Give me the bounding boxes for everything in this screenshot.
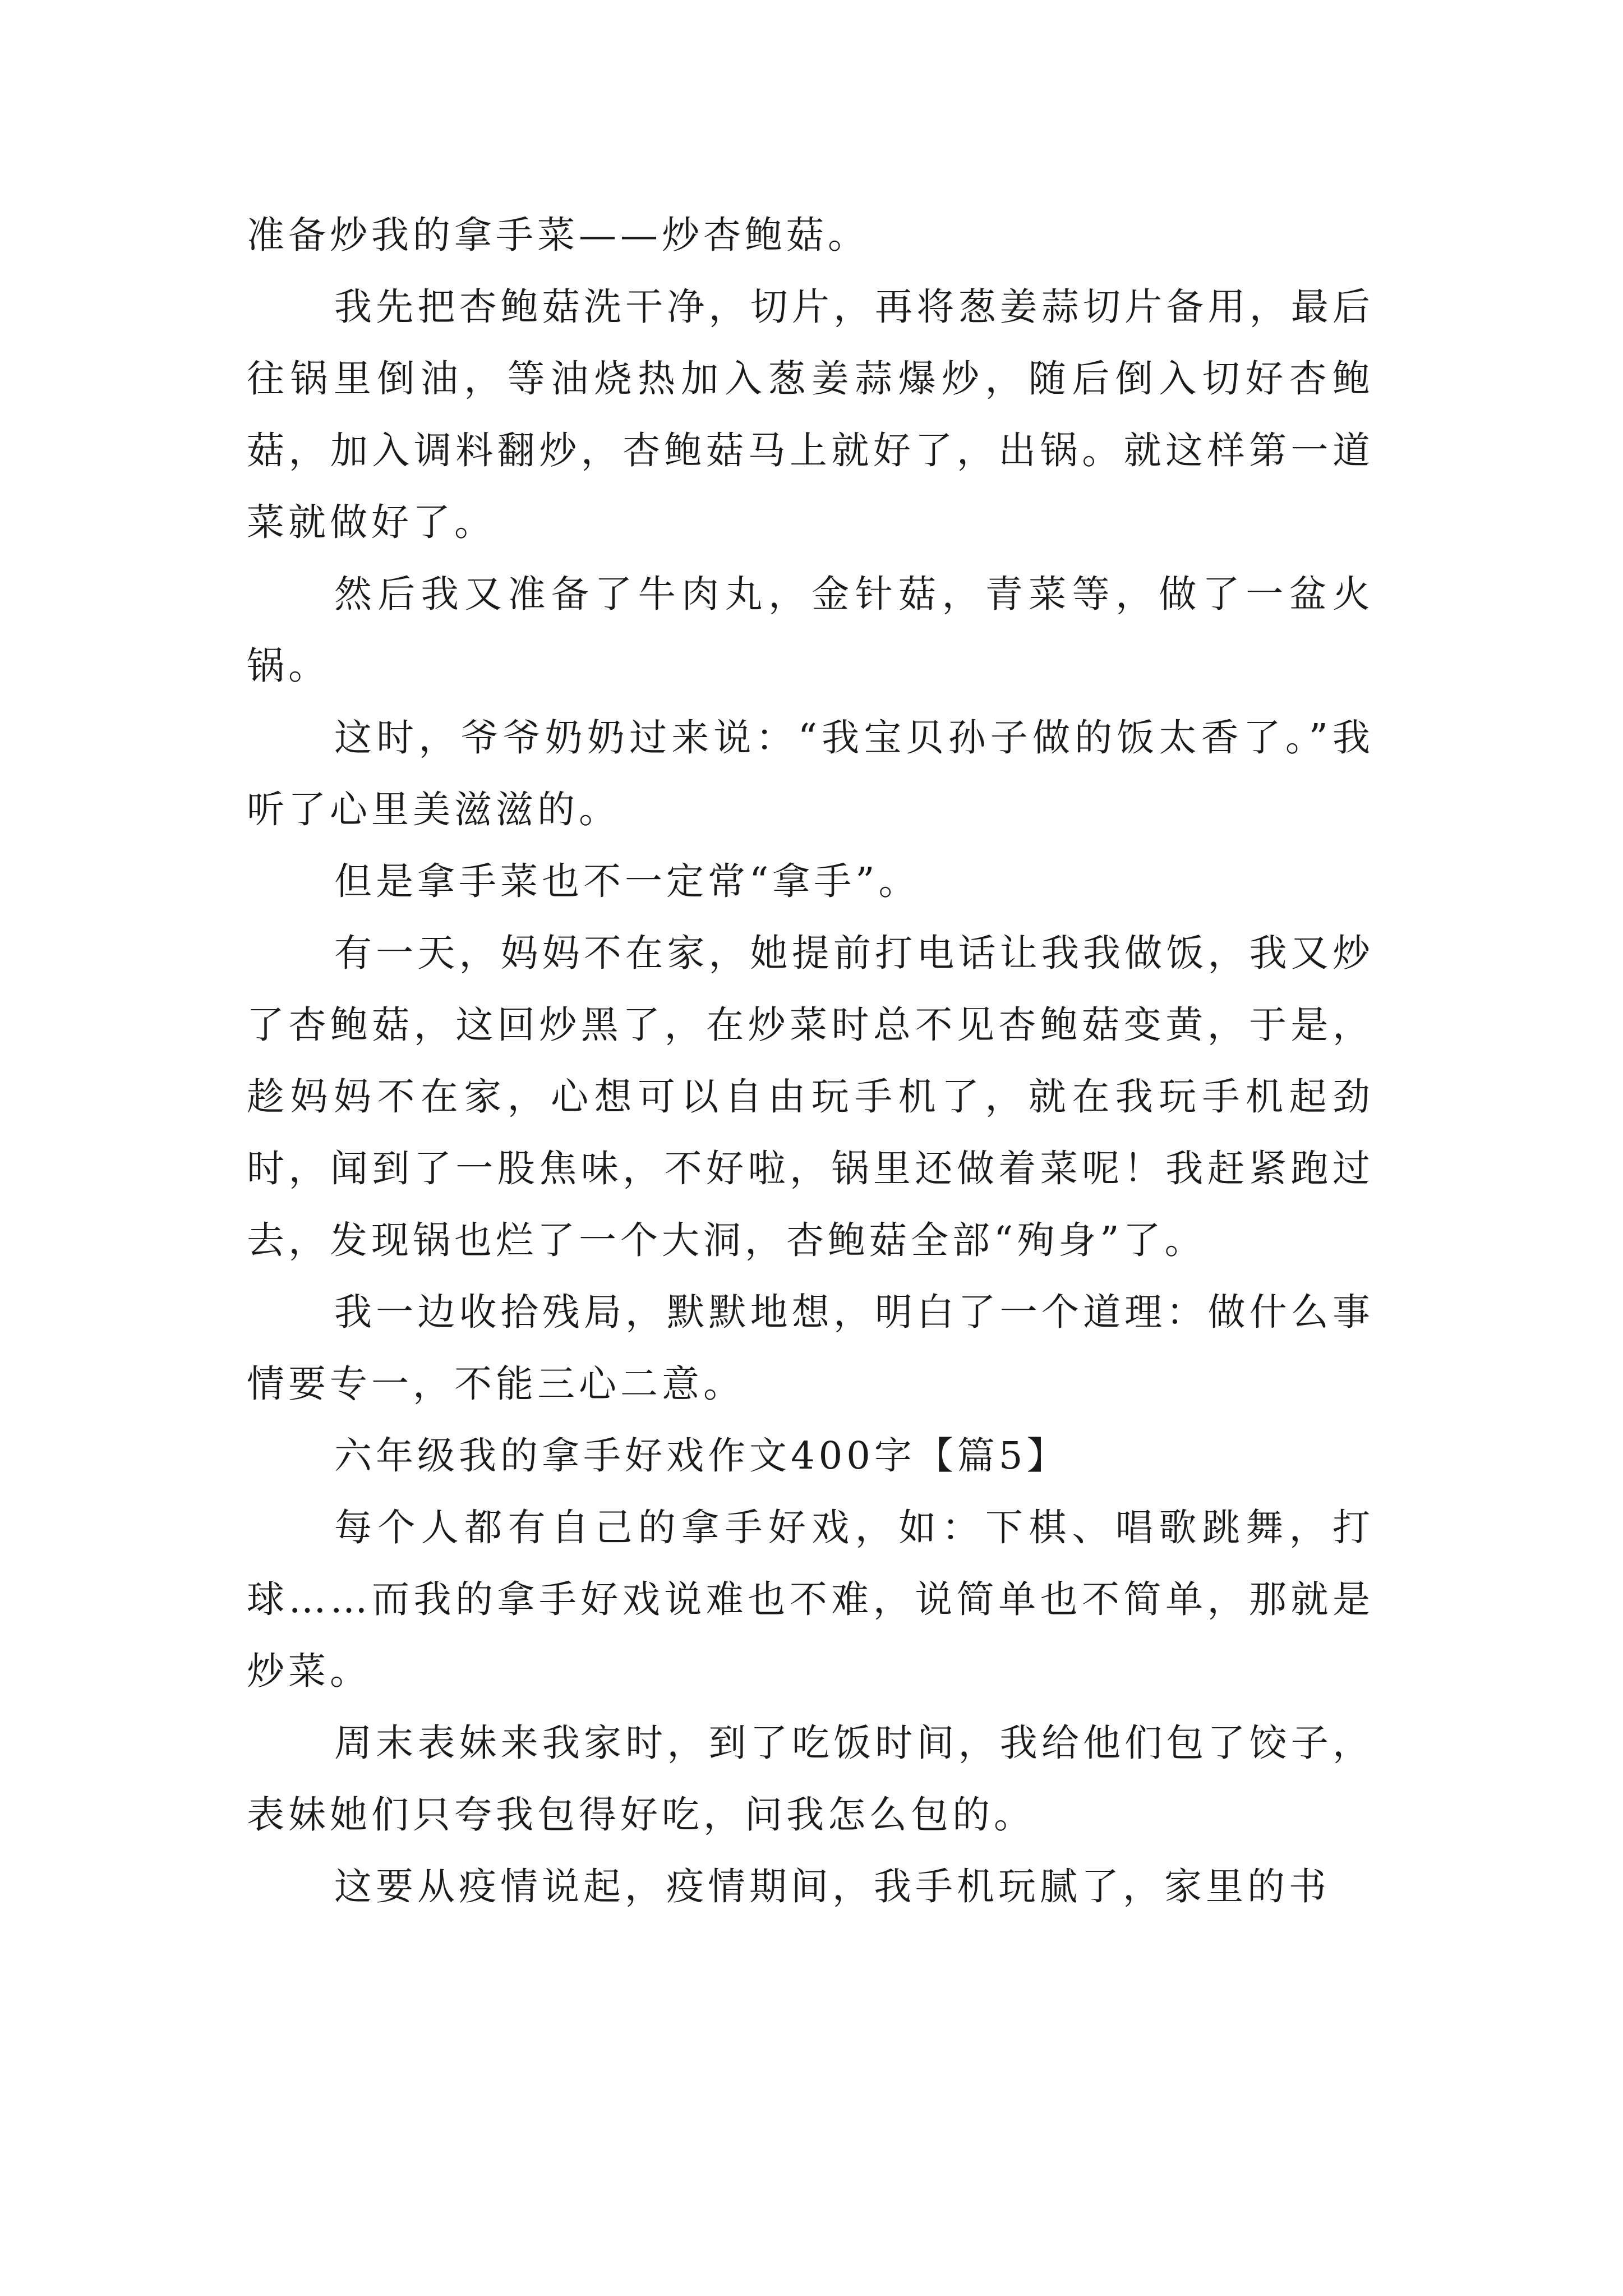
paragraph-not-always: 但是拿手菜也不一定常“拿手”。 [334, 859, 920, 903]
paragraph-lesson: 我一边收拾残局，默默地想，明白了一个道理：做什么事情要专一，不能三心二意。 [247, 1290, 1374, 1406]
section-heading: 六年级我的拿手好戏作文400字【篇5】 [334, 1434, 1068, 1478]
paragraph-cooking-steps: 我先把杏鲍菇洗干净，切片，再将葱姜蒜切片备用，最后往锅里倒油，等油烧热加入葱姜蒜爆炒，随后倒入切好杏鲍菇，加入调料翻炒，杏鲍菇马上就好了，出锅。就这样第一道菜就做好了。 [247, 285, 1374, 544]
paragraph-pandemic: 这要从疫情说起，疫情期间，我手机玩腻了，家里的书 [334, 1865, 1330, 1908]
paragraph-intro: 每个人都有自己的拿手好戏，如：下棋、唱歌跳舞，打球……而我的拿手好戏说难也不难，说简单也不简单，那就是炒菜。 [247, 1506, 1374, 1693]
paragraph-continuation: 准备炒我的拿手菜——炒杏鲍菇。 [247, 213, 869, 257]
paragraph-grandparents: 这时，爷爷奶奶过来说：“我宝贝孙子做的饭太香了。”我听了心里美滋滋的。 [247, 716, 1374, 831]
paragraph-burnt-dish: 有一天，妈妈不在家，她提前打电话让我我做饭，我又炒了杏鲍菇，这回炒黑了，在炒菜时总不见杏鲍菇变黄，于是，趁妈妈不在家，心想可以自由玩手机了，就在我玩手机起劲时，闻到了一股焦味，不好啦，锅里还做着菜呢！我赶紧跑过去，发现锅也烂了一个大洞，杏鲍菇全部“殉身”了。 [247, 931, 1374, 1262]
document-body [247, 199, 1374, 1922]
paragraph-dumplings: 周末表妹来我家时，到了吃饭时间，我给他们包了饺子，表妹她们只夸我包得好吃，问我怎么包的。 [247, 1721, 1374, 1837]
paragraph-hotpot: 然后我又准备了牛肉丸，金针菇，青菜等，做了一盆火锅。 [247, 572, 1374, 688]
